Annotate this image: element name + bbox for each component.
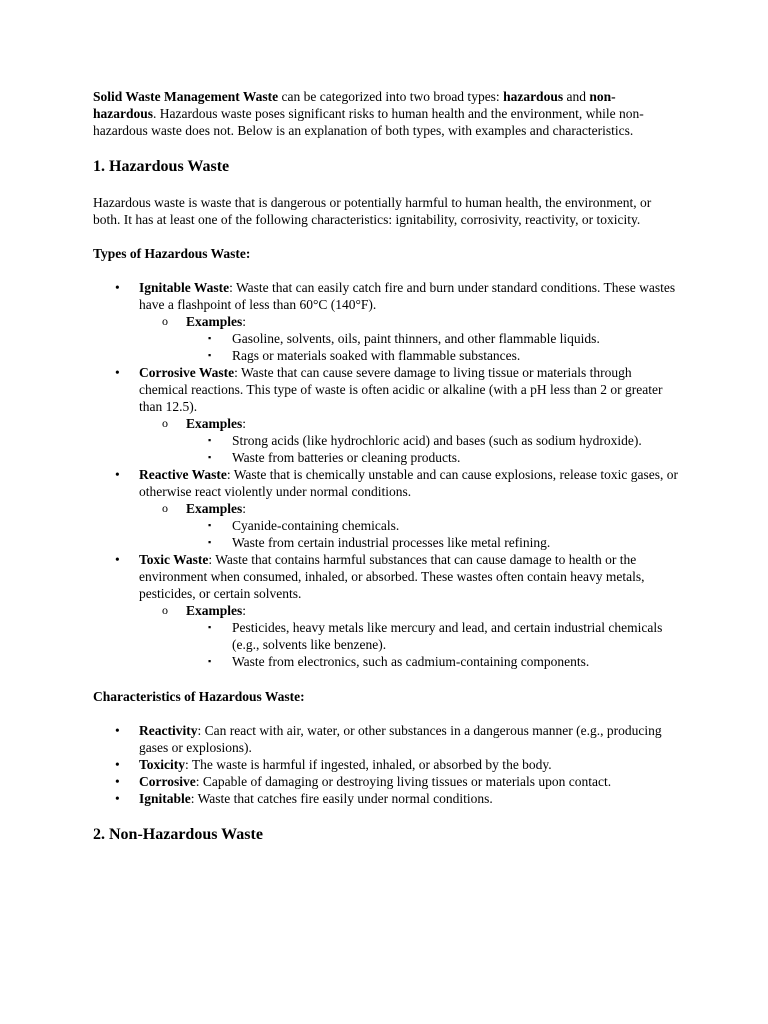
example-text: Pesticides, heavy metals like mercury and lead, and certain industrial chemicals (e.g., solvents like benzene). [232,620,663,652]
example-text: Strong acids (like hydrochloric acid) and bases (such as sodium hydroxide). [232,433,642,448]
examples-label: Examples [186,501,243,516]
intro-lead-term: Solid Waste Management Waste [93,89,279,104]
example-text: Gasoline, solvents, oils, paint thinners, and other flammable liquids. [232,331,600,346]
type-description: : Waste that can easily catch fire and burn under standard conditions. These wastes have a flashpoint of less than 60°C (140°F). [139,280,676,312]
square-bullet-icon: ▪ [208,435,212,445]
example-item [93,534,678,551]
document-body [93,88,678,862]
type-description: : Waste that is chemically unstable and can cause explosions, release toxic gases, or otherwise react violently under normal conditions. [139,467,679,499]
type-name: Reactive Waste [139,467,227,482]
example-item [93,517,678,534]
bullet-icon: • [115,774,120,789]
bullet-icon: • [115,723,120,738]
intro-paragraph [93,88,678,139]
square-bullet-icon: ▪ [208,656,212,666]
example-item [93,449,678,466]
list-item-corrosive-waste [93,364,678,415]
characteristic-item-toxicity [93,756,678,773]
examples-item: o Examples: [162,603,247,618]
characteristic-item-reactivity [93,722,678,756]
examples-label: Examples [186,416,243,431]
circle-bullet-icon: o [162,501,168,515]
example-text: Rags or materials soaked with flammable substances. [232,348,521,363]
example-text: Waste from batteries or cleaning products. [232,450,461,465]
circle-bullet-icon: o [162,603,168,617]
bullet-icon: • [115,467,120,482]
list-item-ignitable-waste [93,279,678,313]
examples-item: o Examples: [162,314,247,329]
example-text: Waste from electronics, such as cadmium-containing components. [232,654,590,669]
characteristic-item-corrosive [93,773,678,790]
square-bullet-icon: ▪ [208,452,212,462]
bullet-icon: • [115,791,120,806]
square-bullet-icon: ▪ [208,622,212,632]
section-heading-non-hazardous: 2. Non-Hazardous Waste [93,826,263,843]
bullet-icon: • [115,757,120,772]
list-item-reactive-waste [93,466,678,500]
examples-label: Examples [186,314,243,329]
square-bullet-icon: ▪ [208,537,212,547]
intro-text: can be categorized into two broad types: [278,89,504,104]
types-subheading: Types of Hazardous Waste: [93,246,251,261]
type-name: Corrosive Waste [139,365,235,380]
type-description: : Waste that can cause severe damage to living tissue or materials through chemical reactions. This type of waste is often acidic or alkaline (with a pH less than 2 or greater than 12.5). [139,365,663,414]
example-item [93,347,678,364]
characteristic-description: : Can react with air, water, or other substances in a dangerous manner (e.g., producing gases or explosions). [139,723,662,755]
example-text: Cyanide-containing chemicals. [232,518,400,533]
intro-text: and [563,89,590,104]
characteristic-name: Reactivity [139,723,198,738]
characteristic-description: : The waste is harmful if ingested, inhaled, or absorbed by the body. [185,757,552,772]
example-item [93,653,678,670]
type-name: Ignitable Waste [139,280,230,295]
type-name: Toxic Waste [139,552,209,567]
characteristic-description: : Capable of damaging or destroying living tissues or materials upon contact. [195,774,612,789]
hazardous-definition-paragraph: Hazardous waste is waste that is dangerous or potentially harmful to human health, the environment, or both. It has at least one of the following characteristics: ignitability, corrosivity, reactivity, or toxicity. [93,195,652,227]
characteristics-list [93,722,678,807]
circle-bullet-icon: o [162,314,168,328]
characteristic-item-ignitable [93,790,678,807]
bullet-icon: • [115,365,120,380]
list-item-toxic-waste [93,551,678,602]
types-list [93,279,678,670]
square-bullet-icon: ▪ [208,333,212,343]
section-heading-hazardous: 1. Hazardous Waste [93,158,230,175]
characteristic-name: Corrosive [139,774,196,789]
example-item [93,432,678,449]
characteristic-description: : Waste that catches fire easily under normal conditions. [190,791,493,806]
example-item [93,619,678,653]
square-bullet-icon: ▪ [208,520,212,530]
intro-text: . Hazardous waste poses significant risks to human health and the environment, while non-hazardous waste does not. Below is an explanation of both types, with examples and characteristics. [93,106,644,138]
characteristic-name: Toxicity [139,757,186,772]
examples-label: Examples [186,603,243,618]
intro-type-hazardous: hazardous [503,89,564,104]
examples-item: o Examples: [162,416,247,431]
intro-type-non-hazardous: non-hazardous [93,89,616,121]
square-bullet-icon: ▪ [208,350,212,360]
characteristic-name: Ignitable [139,791,191,806]
examples-item: o Examples: [162,501,247,516]
bullet-icon: • [115,552,120,567]
type-description: : Waste that contains harmful substances that can cause damage to health or the environment when consumed, inhaled, or absorbed. These wastes often contain heavy metals, pesticides, or certain solvents. [139,552,645,601]
bullet-icon: • [115,280,120,295]
example-text: Waste from certain industrial processes like metal refining. [232,535,551,550]
circle-bullet-icon: o [162,416,168,430]
example-item [93,330,678,347]
characteristics-subheading: Characteristics of Hazardous Waste: [93,689,305,704]
